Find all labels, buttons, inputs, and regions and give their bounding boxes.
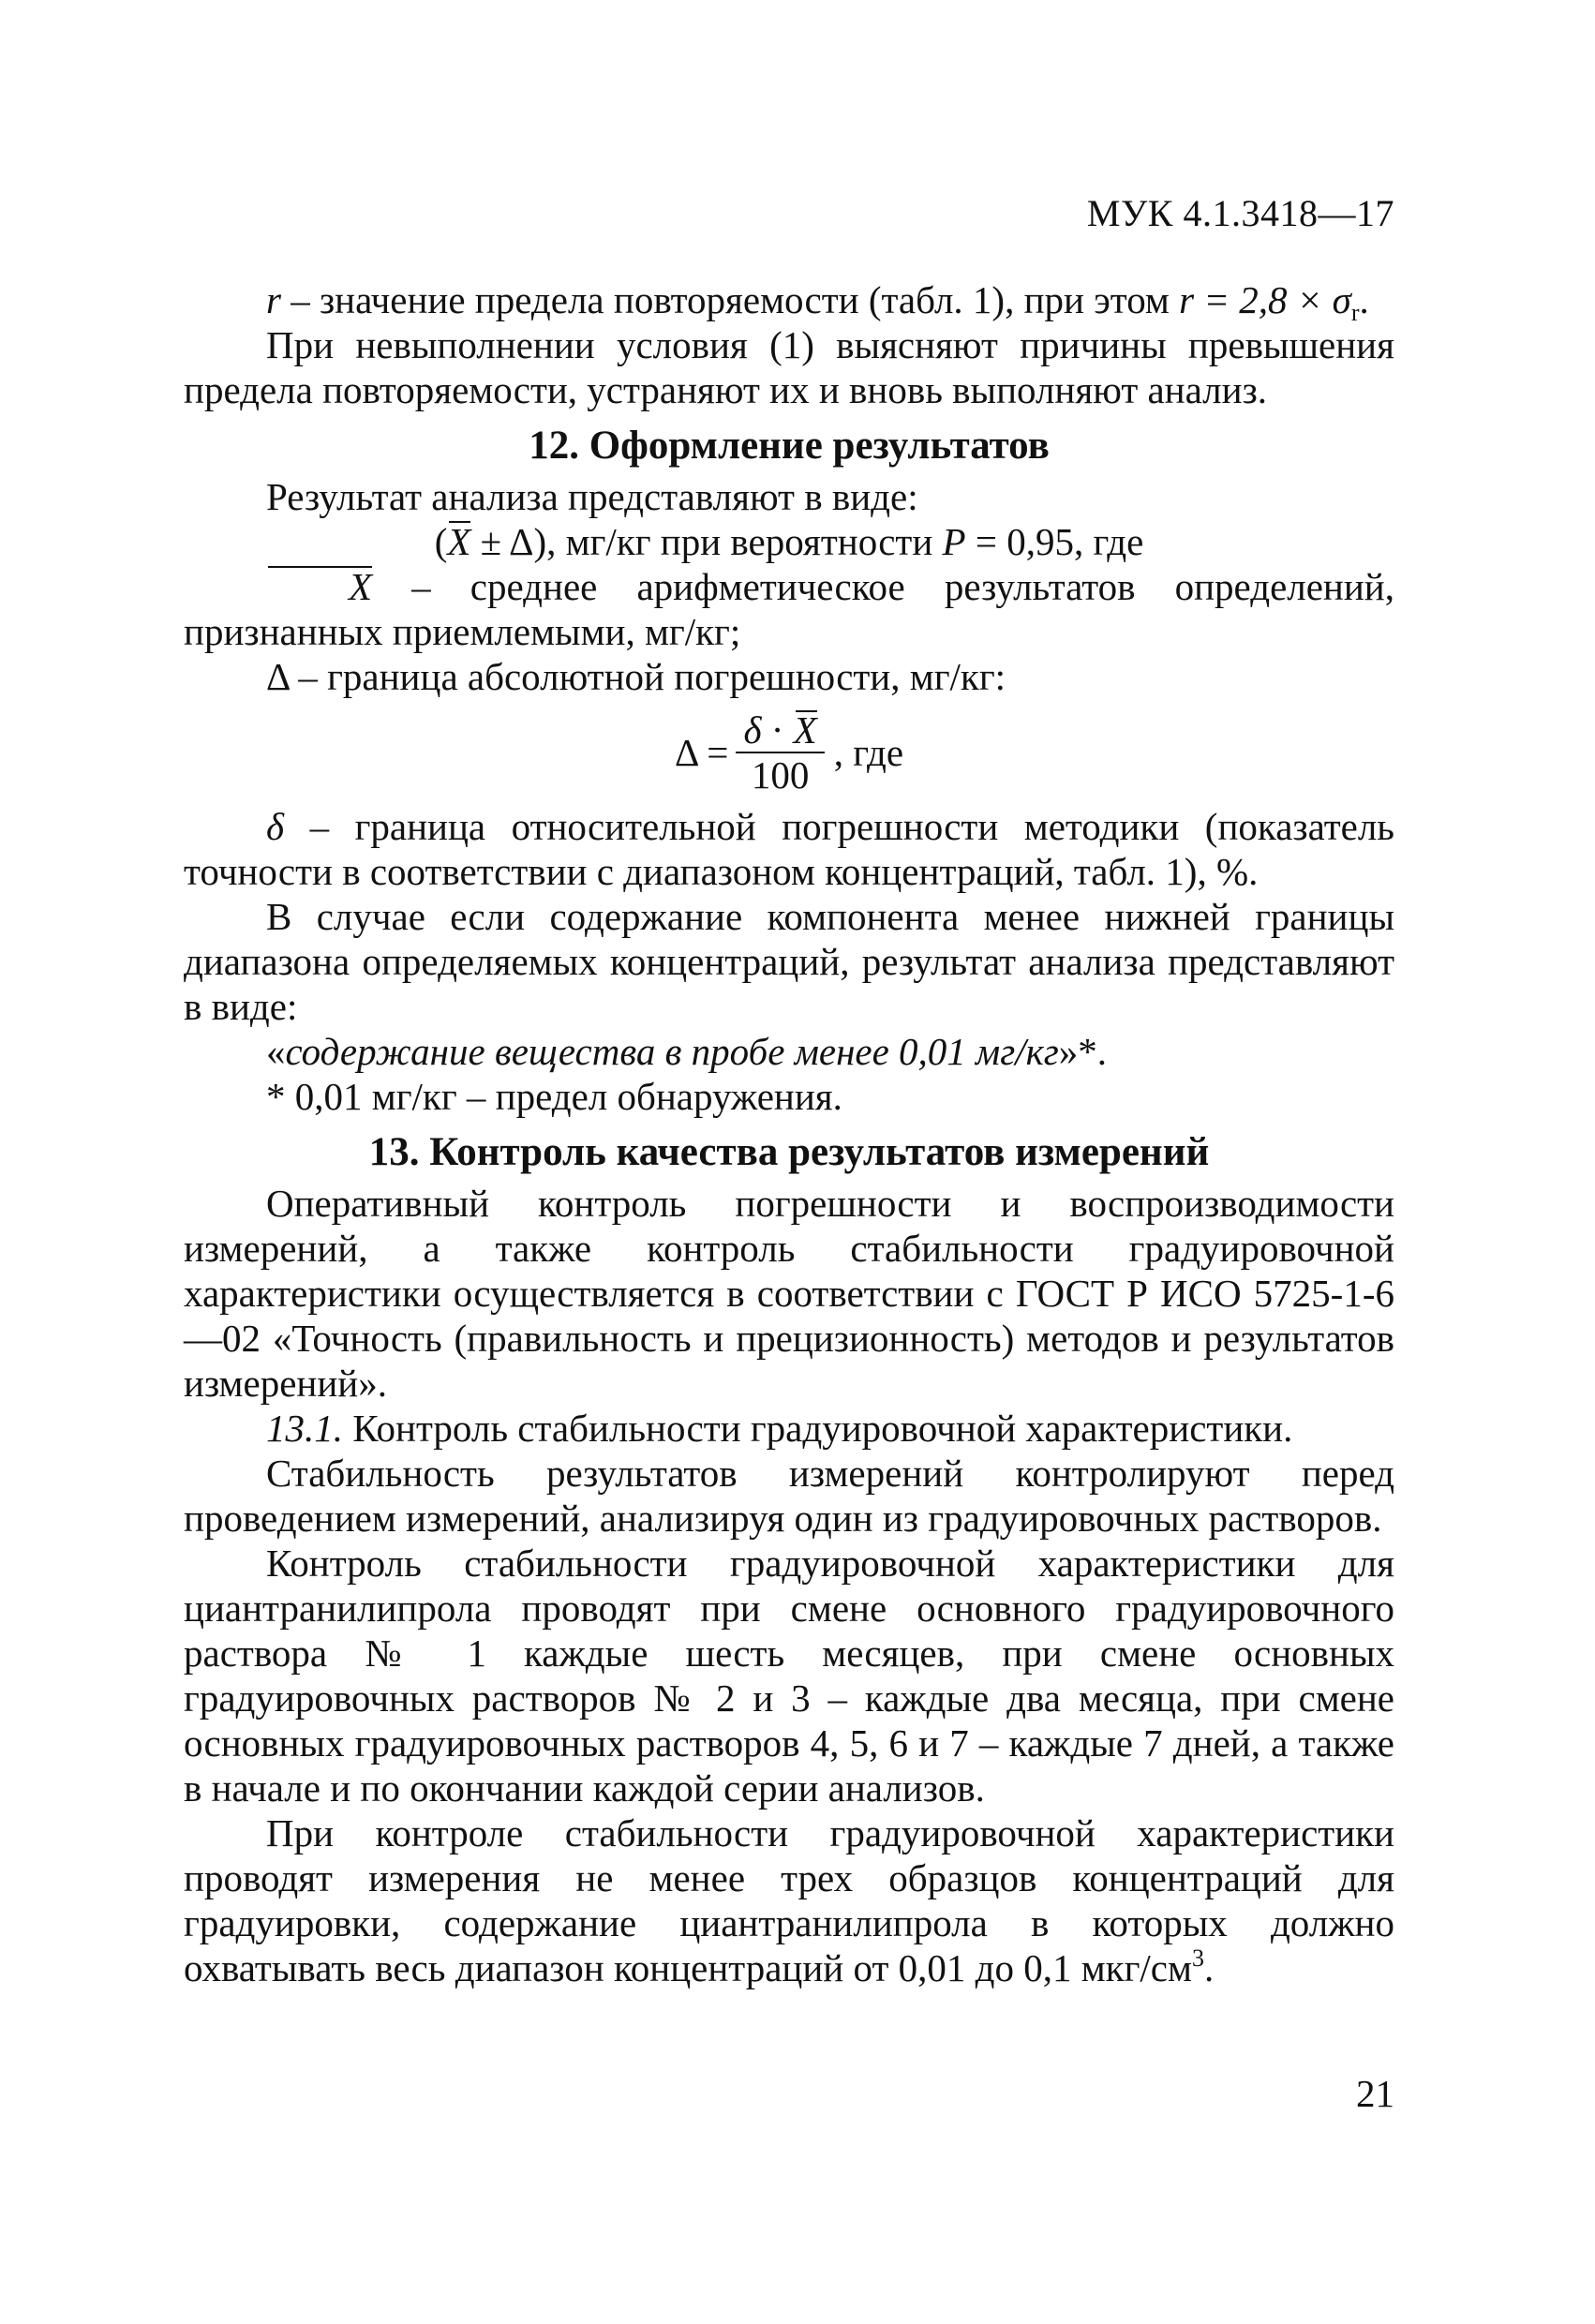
calibration-range-paragraph — [184, 1810, 1394, 1990]
r-formula-subscript: r — [1350, 299, 1360, 326]
x-mean-definition — [184, 564, 1394, 654]
page-number: 21 — [1356, 2072, 1394, 2115]
r-definition-text: – значение предела повторяемости (табл. 1), при этом — [280, 278, 1180, 321]
formula-text: ± Δ), мг/кг при вероятности — [470, 520, 943, 563]
subsection-13-1-number: 13.1. — [266, 1407, 343, 1450]
stability-paragraph: Стабильность результатов измерений контролируют перед проведением измерений, анализируя один из градуировочных растворов. — [184, 1452, 1394, 1540]
repeatability-paragraph: При невыполнении условия (1) выясняют причины превышения предела повторяемости, устраняют их и вновь выполняют анализ. — [184, 323, 1394, 411]
r-formula: r = 2,8 × σ — [1179, 278, 1351, 321]
formula-open-paren: ( — [434, 520, 448, 563]
delta-definition: Δ – граница абсолютной погрешности, мг/кг: — [266, 655, 1006, 698]
page-content — [184, 277, 1394, 1990]
repeatability-definition — [184, 277, 1394, 326]
below-range-paragraph: В случае если содержание компонента менее нижней границы диапазона определяемых концентраций, результат анализа представляют в виде: — [184, 895, 1394, 1028]
result-lead-text: Результат анализа представляют в виде: — [266, 475, 918, 518]
numerator-dot: · — [761, 708, 794, 752]
cubic-superscript: 3 — [1191, 1944, 1204, 1972]
document-code: МУК 4.1.3418—17 — [1086, 192, 1394, 234]
calibration-schedule-paragraph: Контроль стабильности градуировочной характеристики для циантранилипрола проводят при смене основного градуировочного раствора № 1 каждые шесть месяцев, при смене основных градуировочных растворов № 2 и 3 – каждые два месяца, при смене основных градуировочных растворов 4, 5, 6 и 7 – каждые 7 дней, а также в начале и по окончании каждой серии анализов. — [184, 1542, 1394, 1810]
relative-error-text: – граница относительной погрешности методики (показатель точности в соответствии с диапазоном концентраций, табл. 1), %. — [184, 805, 1394, 893]
r-formula-end: . — [1359, 278, 1369, 321]
numerator-x-mean: X — [793, 708, 817, 752]
result-formula — [184, 519, 1394, 564]
fraction-denominator: 100 — [751, 753, 810, 797]
formula-end-text: = 0,95, где — [965, 520, 1144, 563]
fraction-numerator — [736, 708, 824, 753]
delta-formula — [184, 708, 1394, 797]
subsection-13-1 — [184, 1406, 1394, 1451]
subsection-13-1-title: Контроль стабильности градуировочной характеристики. — [343, 1407, 1293, 1450]
below-range-quote — [184, 1029, 1394, 1074]
delta-lhs: Δ = — [674, 731, 729, 774]
relative-error-symbol: δ — [266, 805, 285, 848]
quote-close: »*. — [1058, 1030, 1108, 1073]
quote-open: « — [266, 1030, 286, 1073]
x-mean-symbol: X — [266, 564, 372, 609]
delta-fraction — [736, 708, 824, 797]
detection-limit-footnote: * 0,01 мг/кг – предел обнаружения. — [266, 1075, 842, 1118]
calibration-range-text: При контроле стабильности градуировочной характеристики проводят измерения не менее трех образцов концентраций для градуировки, содержание циантранилипрола в которых должно охватывать весь диапазон концентраций от 0,01 до 0,1 мкг/см — [184, 1811, 1394, 1989]
relative-error-definition — [184, 804, 1394, 894]
x-mean-text: – среднее арифметическое результатов определений, признанных приемлемыми, мг/кг; — [184, 565, 1394, 653]
section-13-heading: 13. Контроль качества результатов измерений — [368, 1130, 1210, 1174]
operational-control-paragraph: Оперативный контроль погрешности и воспроизводимости измерений, а также контроль стабильности градуировочной характеристики осуществляется в соответствии с ГОСТ Р ИСО 5725-1-6—02 «Точность (правильность и прецизионность) методов и результатов измерений». — [184, 1182, 1394, 1405]
formula-x-mean: X — [447, 520, 471, 563]
numerator-delta: δ — [743, 708, 762, 752]
quote-text: содержание вещества в пробе менее 0,01 мг/кг — [285, 1030, 1059, 1073]
calibration-range-end: . — [1203, 1946, 1215, 1989]
r-symbol: r — [266, 278, 281, 321]
delta-formula-suffix: , где — [833, 731, 904, 774]
section-12-heading: 12. Оформление результатов — [529, 424, 1050, 468]
formula-p-symbol: P — [942, 520, 966, 563]
